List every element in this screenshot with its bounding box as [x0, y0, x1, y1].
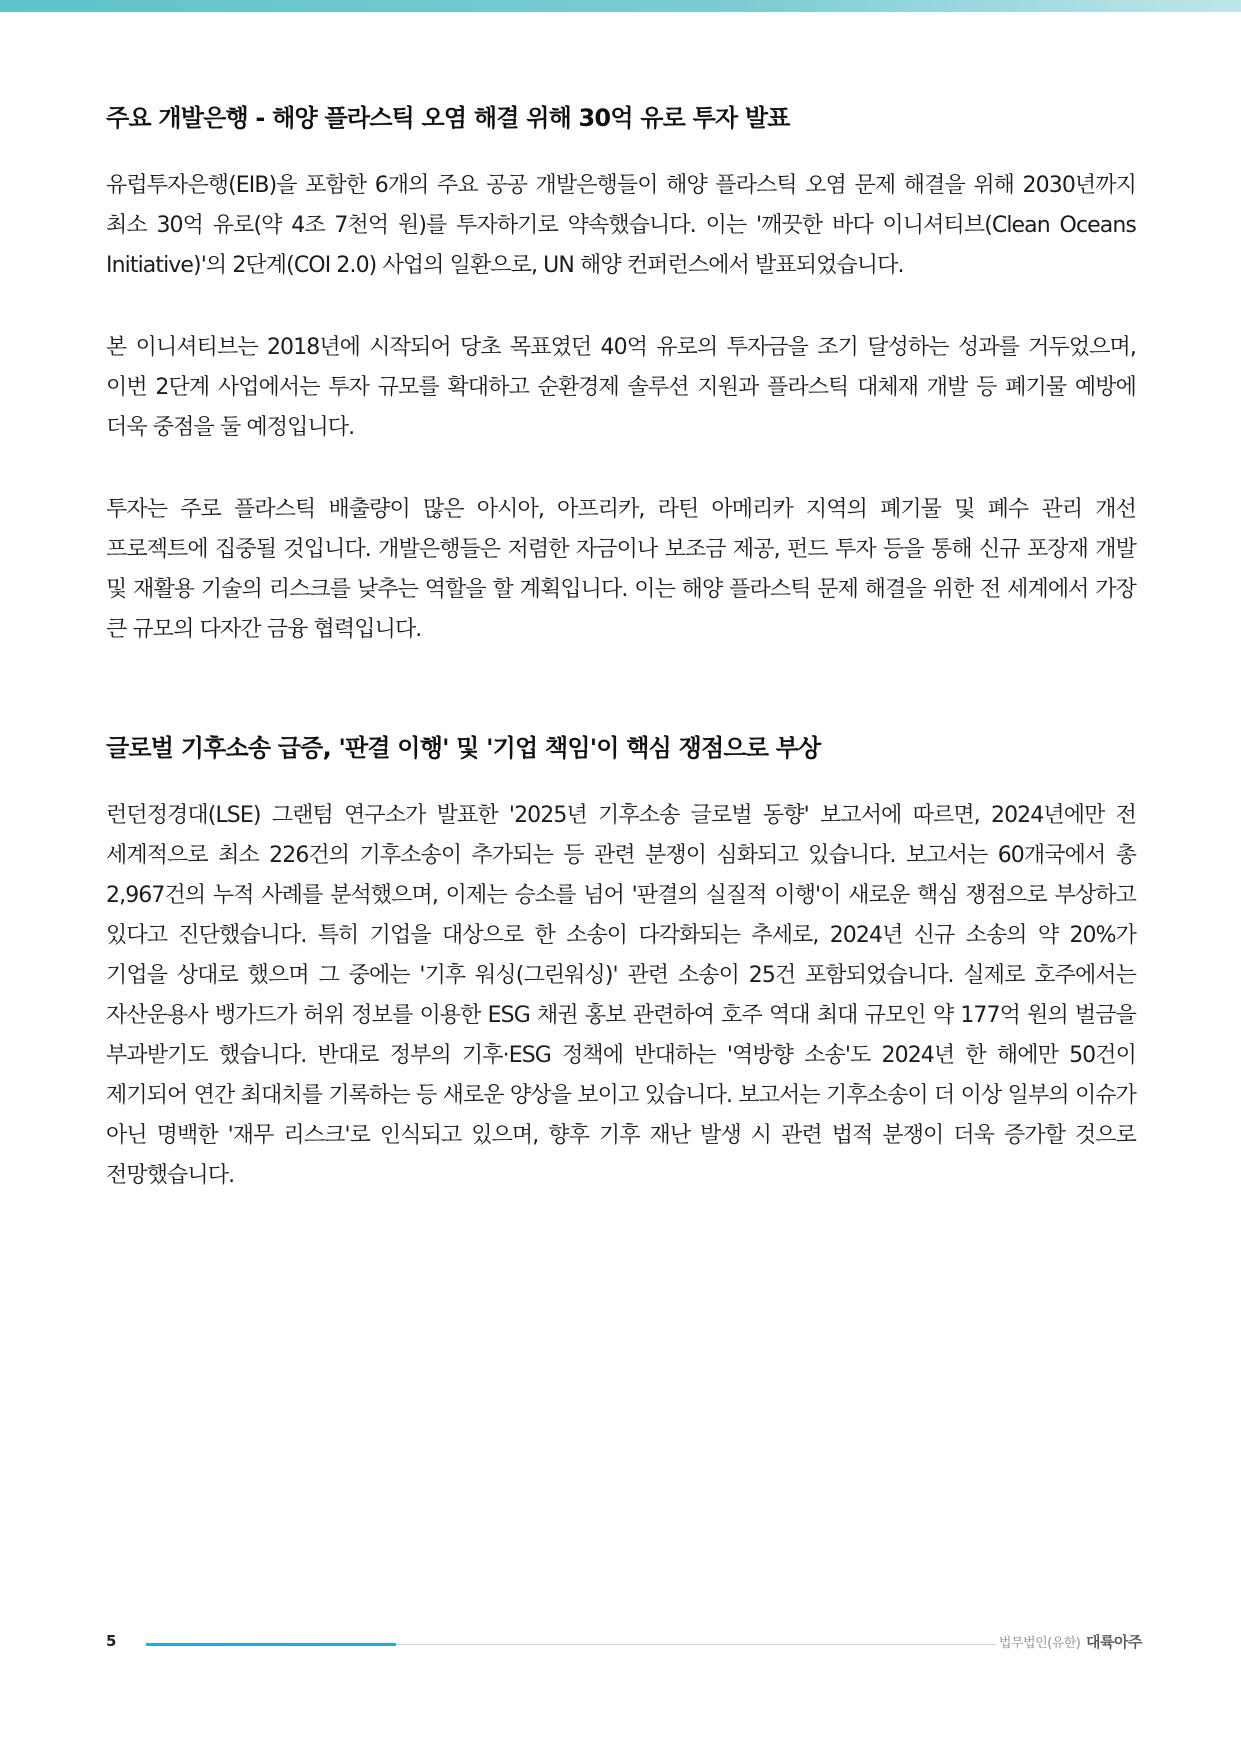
article-1 — [106, 100, 1136, 650]
footer-divider-line — [396, 1644, 996, 1645]
article-2-paragraph-1: 런던정경대(LSE) 그랜텀 연구소가 발표한 '2025년 기후소송 글로벌 동향' 보고서에 따르면, 2024년에만 전 세계적으로 최소 226건의 기후소송이 추가되는 등 관련 분쟁이 심화되고 있습니다. 보고서는 60개국에서 총 2,967건의 누적 사례를 분석했으며, 이제는 승소를 넘어 '판결의 실질적 이행'이 새로운 핵심 쟁점으로 부상하고 있다고 진단했습니다. 특히 기업을 대상으로 한 소송이 다각화되는 추세로, 2024년 신규 소송의 약 20%가 기업을 상대로 했으며 그 중에는 '기후 워싱(그린워싱)' 관련 소송이 25건 포함되었습니다. 실제로 호주에서는 자산운용사 뱅가드가 허위 정보를 이용한 ESG 채권 홍보 관련하여 호주 역대 최대 규모인 약 177억 원의 벌금을 부과받기도 했습니다. 반대로 정부의 기후·ESG 정책에 반대하는 '역방향 소송'도 2024년 한 해에만 50건이 제기되어 연간 최대치를 기록하는 등 새로운 양상을 보이고 있습니다. 보고서는 기후소송이 더 이상 일부의 이슈가 아닌 명백한 '재무 리스크'로 인식되고 있으며, 향후 기후 재난 발생 시 관련 법적 분쟁이 더욱 증가할 것으로 전망했습니다. — [106, 803, 1136, 1188]
firm-prefix: 법무법인(유한) — [998, 1636, 1081, 1651]
top-accent-bar — [0, 0, 1241, 12]
page-number: 5 — [106, 1632, 117, 1650]
article-1-paragraph-2: 본 이니셔티브는 2018년에 시작되어 당초 목표였던 40억 유로의 투자금을 조기 달성하는 성과를 거두었으며, 이번 2단계 사업에서는 투자 규모를 확대하고 순환경제 솔루션 지원과 플라스틱 대체재 개발 등 폐기물 예방에 더욱 중점을 둘 예정입니다. — [106, 335, 1136, 440]
page-content — [106, 100, 1136, 1238]
footer-accent-line — [146, 1643, 396, 1646]
firm-name — [999, 1631, 1142, 1652]
article-1-paragraph-3: 투자는 주로 플라스틱 배출량이 많은 아시아, 아프리카, 라틴 아메리카 지역의 폐기물 및 폐수 관리 개선 프로젝트에 집중될 것입니다. 개발은행들은 저렴한 자금이나 보조금 제공, 펀드 투자 등을 통해 신규 포장재 개발 및 재활용 기술의 리스크를 낮추는 역할을 할 계획입니다. 이는 해양 플라스틱 문제 해결을 위한 전 세계에서 가장 큰 규모의 다자간 금융 협력입니다. — [106, 497, 1136, 642]
firm-brand-logo: 대륙아주 — [1086, 1633, 1142, 1651]
article-2-title: 글로벌 기후소송 급증, '판결 이행' 및 '기업 책임'이 핵심 쟁점으로 부상 — [106, 734, 821, 762]
article-2 — [106, 730, 1136, 1196]
page-footer — [106, 1630, 1142, 1660]
article-1-title: 주요 개발은행 - 해양 플라스틱 오염 해결 위해 30억 유로 투자 발표 — [106, 104, 790, 132]
article-1-paragraph-1: 유럽투자은행(EIB)을 포함한 6개의 주요 공공 개발은행들이 해양 플라스틱 오염 문제 해결을 위해 2030년까지 최소 30억 유로(약 4조 7천억 원)를 투자하기로 약속했습니다. 이는 '깨끗한 바다 이니셔티브(Clean Oceans Initiative)'의 2단계(COI 2.0) 사업의 일환으로, UN 해양 컨퍼런스에서 발표되었습니다. — [106, 173, 1136, 278]
